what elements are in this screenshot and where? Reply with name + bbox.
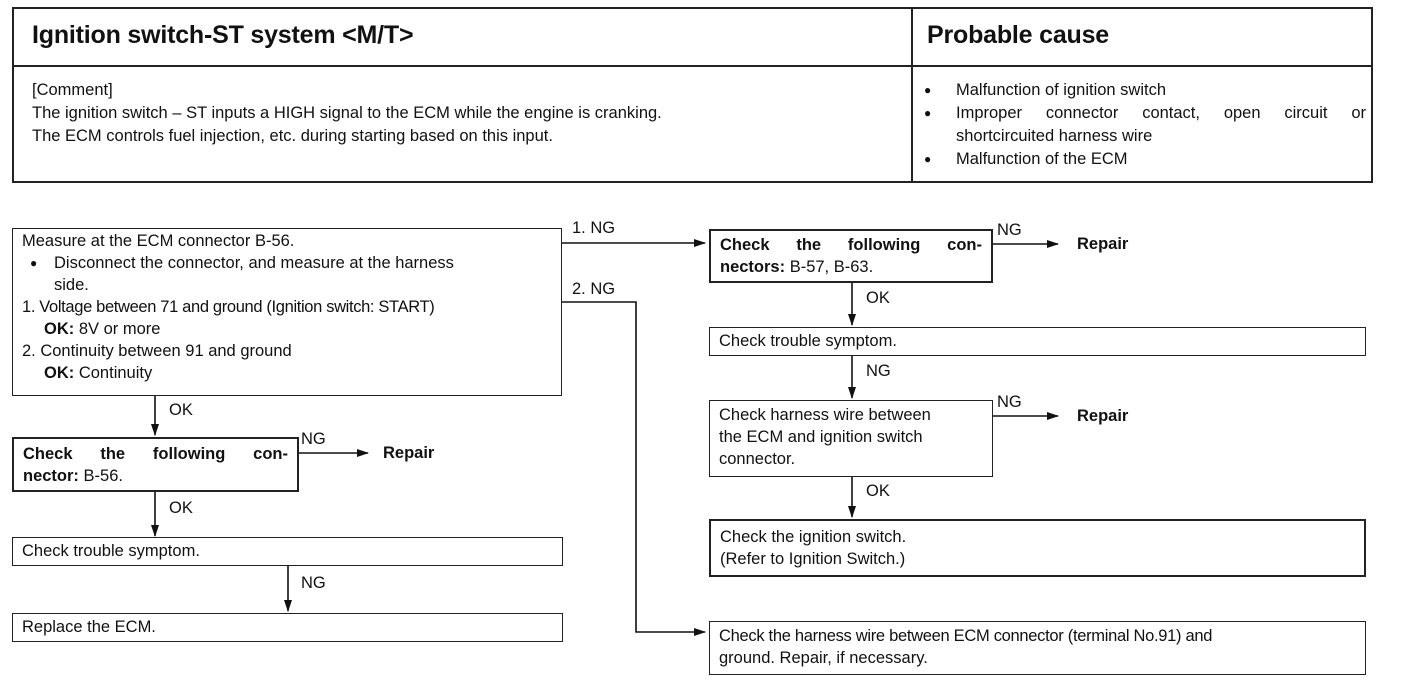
label-b56-ok: OK — [169, 499, 193, 517]
comment-line-1: The ignition switch – ST inputs a HIGH signal to the ECM while the engine is cranking. — [32, 104, 662, 122]
label-harness-ng: NG — [997, 393, 1022, 411]
replace-ecm-box: Replace the ECM. — [12, 613, 563, 642]
label-ng1: 1. NG — [572, 219, 616, 237]
cause-item: ● Malfunction of the ECM — [916, 148, 1366, 171]
check-b56-box: Check the following con- nector: B-56. — [12, 437, 299, 492]
trouble-left-box: Check trouble symptom. — [12, 537, 563, 566]
measure-step1: 1. Voltage between 71 and ground (Ignition switch: START) — [22, 298, 435, 316]
measure-step2-ok: OK: Continuity — [44, 364, 153, 382]
trouble-right-box: Check trouble symptom. — [709, 327, 1366, 356]
comment-line-2: The ECM controls fuel injection, etc. during starting based on this input. — [32, 127, 553, 145]
probable-cause-title: Probable cause — [927, 21, 1110, 49]
label-harness-ok: OK — [866, 482, 890, 500]
measure-bullet: ● Disconnect the connector, and measure at the harness side. — [22, 252, 552, 296]
label-repair-right-1: Repair — [1077, 235, 1129, 253]
measure-step1-ok: OK: 8V or more — [44, 320, 161, 338]
label-b56-ng: NG — [301, 430, 326, 448]
comment-heading: [Comment] — [32, 81, 113, 99]
label-measure-ok: OK — [169, 401, 193, 419]
measure-step2: 2. Continuity between 91 and ground — [22, 342, 292, 360]
label-repair-left: Repair — [383, 444, 435, 462]
cause-item: ● Improper connector contact, open circuit or shortcircuited harness wire — [916, 102, 1366, 148]
measure-box — [12, 228, 562, 396]
label-ng2: 2. NG — [572, 280, 616, 298]
label-b57-ok: OK — [866, 289, 890, 307]
label-repair-right-2: Repair — [1077, 407, 1129, 425]
label-left-trouble-ng: NG — [301, 574, 326, 592]
check-b57-box: Check the following con- nectors: B-57, B-63. — [709, 229, 993, 283]
page-title: Ignition switch-ST system <M/T> — [32, 21, 414, 49]
label-b57-ng: NG — [997, 221, 1022, 239]
harness-ground-box: Check the harness wire between ECM connector (terminal No.91) and ground. Repair, if necessary. — [709, 621, 1366, 675]
harness-ign-box: Check harness wire between the ECM and ignition switch connector. — [709, 400, 993, 477]
cause-item: ● Malfunction of ignition switch — [916, 79, 1366, 102]
ign-switch-box: Check the ignition switch. (Refer to Ignition Switch.) — [709, 519, 1366, 577]
measure-line1: Measure at the ECM connector B-56. — [22, 232, 295, 250]
arrow-ng2 — [562, 302, 705, 632]
label-right-trouble-ng: NG — [866, 362, 891, 380]
